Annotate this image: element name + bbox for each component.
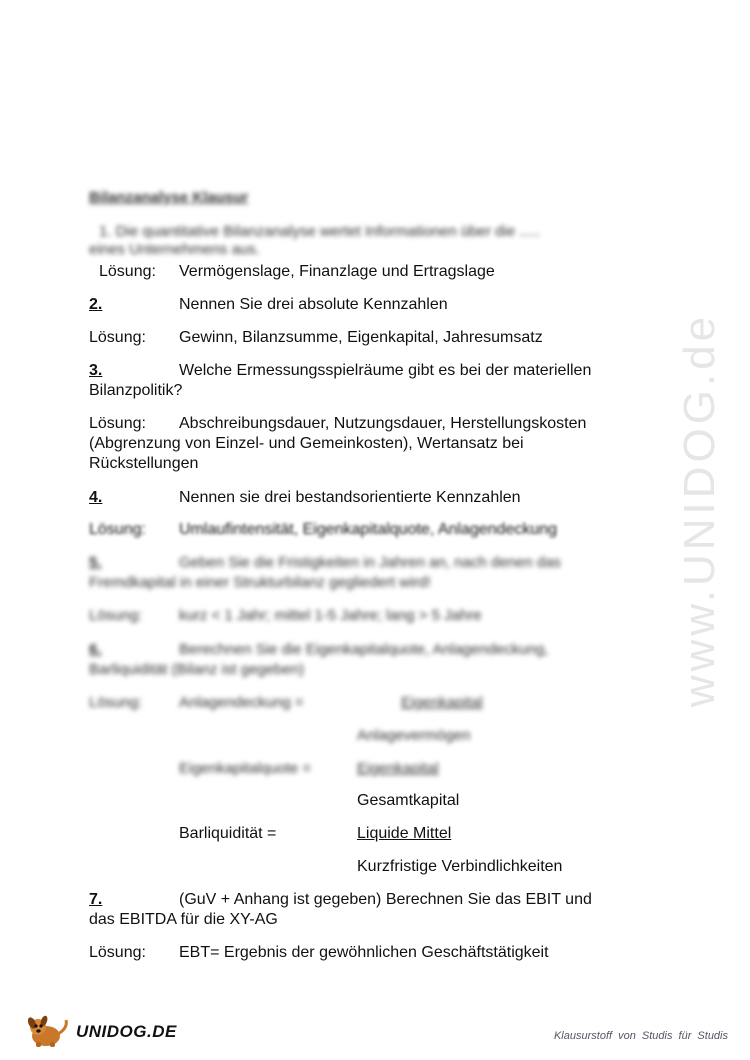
- answer-4-text: Umlaufintensität, Eigenkapitalquote, Anlagendeckung: [179, 521, 558, 538]
- formula-2-denominator: Gesamtkapital: [357, 792, 460, 809]
- question-7-continuation: das EBITDA für die XY-AG: [89, 911, 278, 928]
- question-3-text: Welche Ermessungsspielräume gibt es bei der materiellen: [179, 362, 592, 379]
- formula-3-numerator: Liquide Mittel: [357, 825, 452, 842]
- question-4-number: 4.: [89, 489, 103, 506]
- formula-2-numerator: Eigenkapital: [357, 760, 439, 777]
- question-6-text: Berechnen Sie die Eigenkapitalquote, Anlagendeckung,: [179, 641, 549, 658]
- question-7-text: (GuV + Anhang ist gegeben) Berechnen Sie das EBIT und: [179, 891, 592, 908]
- unidog-logo[interactable]: [24, 1014, 177, 1048]
- answer-3-label: Lösung:: [89, 415, 146, 432]
- dog-mascot-icon: [24, 1014, 74, 1048]
- formula-1-denominator: Anlagevermögen: [357, 727, 471, 744]
- question-6-continuation: Barliquidität (Bilanz ist gegeben): [89, 661, 305, 678]
- document-title: Bilanzanalyse Klausur: [89, 189, 249, 206]
- question-1-line-1: 1. Die quantitative Bilanzanalyse wertet Informationen über die .....: [99, 223, 541, 240]
- answer-7-text: EBT= Ergebnis der gewöhnlichen Geschäftstätigkeit: [179, 944, 549, 961]
- answer-1-text: Vermögenslage, Finanzlage und Ertragslage: [179, 263, 495, 280]
- question-1-line-2: eines Unternehmens aus.: [89, 241, 260, 258]
- question-2-number: 2.: [89, 296, 103, 313]
- watermark-text: www.UNIDOG.de: [675, 312, 725, 708]
- logo-text: UNIDOG.DE: [76, 1022, 177, 1041]
- answer-2-label: Lösung:: [89, 329, 146, 346]
- answer-7-label: Lösung:: [89, 944, 146, 961]
- answer-2-text: Gewinn, Bilanzsumme, Eigenkapital, Jahresumsatz: [179, 329, 543, 346]
- question-7-number: 7.: [89, 891, 103, 908]
- answer-5-label: Lösung:: [89, 607, 143, 624]
- formula-1-numerator: Eigenkapital: [401, 694, 483, 711]
- answer-3-line-3: Rückstellungen: [89, 455, 199, 472]
- formula-3-label: Barliquidität =: [179, 825, 277, 842]
- answer-1-label: Lösung:: [99, 263, 156, 280]
- answer-5-text: kurz < 1 Jahr; mittel 1-5 Jahre; lang > 5 Jahre: [179, 607, 482, 624]
- answer-4-label: Lösung:: [89, 521, 146, 538]
- question-5-text: Geben Sie die Fristigkeiten in Jahren an, nach denen das: [179, 554, 561, 571]
- formula-1-label: Anlagendeckung =: [179, 694, 304, 711]
- answer-6-label: Lösung:: [89, 694, 143, 711]
- question-2-text: Nennen Sie drei absolute Kennzahlen: [179, 296, 448, 313]
- question-5-continuation: Fremdkapital in einer Strukturbilanz gegliedert wird!: [89, 574, 431, 591]
- answer-3-line-2: (Abgrenzung von Einzel- und Gemeinkosten), Wertansatz bei: [89, 435, 524, 452]
- formula-3-denominator: Kurzfristige Verbindlichkeiten: [357, 858, 563, 875]
- formula-2-label: Eigenkapitalquote =: [179, 760, 312, 777]
- watermark: [660, 280, 740, 740]
- footer-tagline: Klausurstoff von Studis für Studis: [553, 1030, 728, 1042]
- answer-3-line-1: Abschreibungsdauer, Nutzungsdauer, Herstellungskosten: [179, 415, 587, 432]
- question-3-continuation: Bilanzpolitik?: [89, 382, 183, 399]
- question-5-number: 5.: [89, 554, 102, 571]
- question-3-number: 3.: [89, 362, 103, 379]
- question-6-number: 6.: [89, 641, 102, 658]
- question-4-text: Nennen sie drei bestandsorientierte Kennzahlen: [179, 489, 521, 506]
